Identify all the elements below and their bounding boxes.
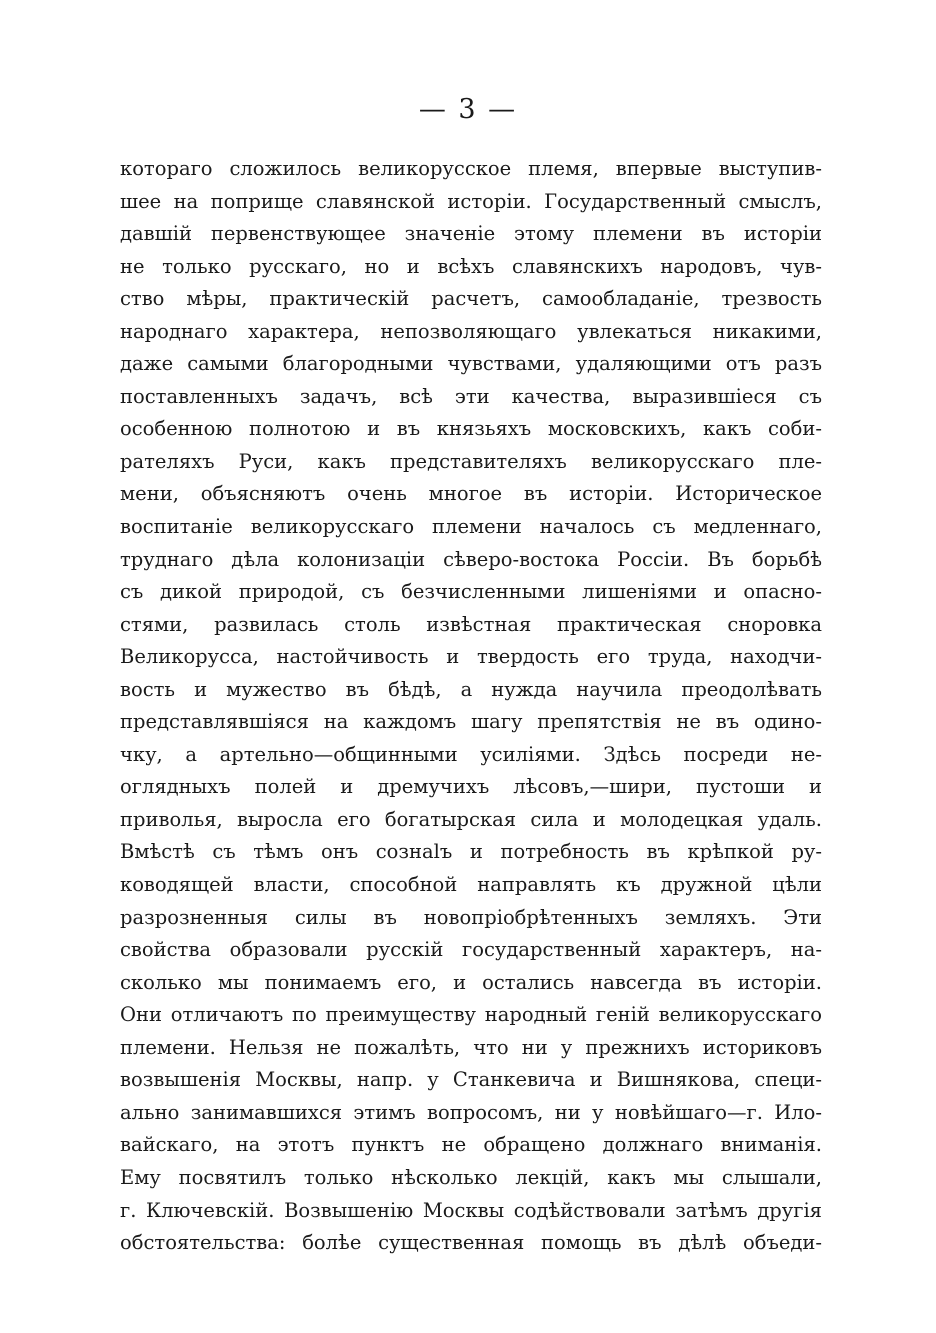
text-line: съ дикой природой, съ безчисленными лишеніями и опасно- bbox=[120, 580, 822, 604]
text-line: ководящей власти, способной направлять къ дружной цѣли bbox=[120, 873, 822, 897]
text-line: ально занимавшихся этимъ вопросомъ, ни у новѣйшаго—г. Ило- bbox=[120, 1100, 822, 1124]
text-line: рателяхъ Руси, какъ представителяхъ великорусскаго пле- bbox=[120, 449, 822, 473]
text-line: разрозненныя силы въ новопріобрѣтенныхъ земляхъ. Эти bbox=[120, 905, 822, 929]
text-line: племени. Нельзя не пожалѣть, что ни у прежнихъ историковъ bbox=[120, 1035, 822, 1059]
text-line: представлявшіяся на каждомъ шагу препятствія не въ одино- bbox=[120, 710, 822, 734]
text-line: ство мѣры, практическій расчетъ, самообладаніе, трезвость bbox=[120, 287, 822, 311]
text-line: не только русскаго, но и всѣхъ славянскихъ народовъ, чув- bbox=[120, 254, 822, 278]
body-text bbox=[120, 153, 822, 1260]
text-line: чку, а артельно—общинными усиліями. Здѣсь посреди не- bbox=[120, 742, 822, 766]
text-line: сколько мы понимаемъ его, и остались навсегда въ исторіи. bbox=[120, 970, 822, 994]
text-line: труднаго дѣла колонизаціи сѣверо-востока Россіи. Въ борьбѣ bbox=[120, 547, 822, 571]
text-line: возвышенія Москвы, напр. у Станкевича и Вишнякова, специ- bbox=[120, 1068, 822, 1092]
text-line: воспитаніе великорусскаго племени началось съ медленнаго, bbox=[120, 515, 822, 539]
text-line: г. Ключевскій. Возвышенію Москвы содѣйствовали затѣмъ другія bbox=[120, 1198, 822, 1222]
text-line: мени, объясняютъ очень многое въ исторіи. Историческое bbox=[120, 482, 822, 506]
text-line: давшій первенствующее значеніе этому племени въ исторіи bbox=[120, 222, 822, 246]
text-line: приволья, выросла его богатырская сила и молодецкая удаль. bbox=[120, 807, 822, 831]
text-line: особенною полнотою и въ князьяхъ московскихъ, какъ соби- bbox=[120, 417, 822, 441]
page-number: — 3 — bbox=[418, 94, 518, 125]
text-line: вость и мужество въ бѣдѣ, а нужда научила преодолѣвать bbox=[120, 677, 822, 701]
text-line: даже самыми благородными чувствами, удаляющими отъ разъ bbox=[120, 352, 822, 376]
text-line: поставленныхъ задачъ, всѣ эти качества, выразившіеся съ bbox=[120, 384, 822, 408]
text-line: свойства образовали русскій государственный характеръ, на- bbox=[120, 938, 822, 962]
text-line: шее на поприще славянской исторіи. Государственный смыслъ, bbox=[120, 189, 822, 213]
text-line: Ему посвятилъ только нѣсколько лекцій, какъ мы слышали, bbox=[120, 1165, 822, 1189]
text-line: Вмѣстѣ съ тѣмъ онъ сознalъ и потребность въ крѣпкой ру- bbox=[120, 840, 822, 864]
text-line: вайскаго, на этотъ пунктъ не обращено должнаго вниманія. bbox=[120, 1133, 822, 1157]
text-line: народнаго характера, непозволяющаго увлекаться никакими, bbox=[120, 319, 822, 343]
text-line: Они отличаютъ по преимуществу народный геній великорусскаго bbox=[120, 1003, 822, 1027]
text-line: стями, развилась столь извѣстная практическая сноровка bbox=[120, 612, 822, 636]
text-line: Великорусса, настойчивость и твердость его труда, находчи- bbox=[120, 645, 822, 669]
text-line: обстоятельства: болѣе существенная помощь въ дѣлѣ объеди- bbox=[120, 1231, 822, 1255]
text-line: котораго сложилось великорусское племя, впервые выступив- bbox=[120, 157, 822, 180]
text-line: оглядныхъ полей и дремучихъ лѣсовъ,—шири, пустоши и bbox=[120, 775, 822, 799]
